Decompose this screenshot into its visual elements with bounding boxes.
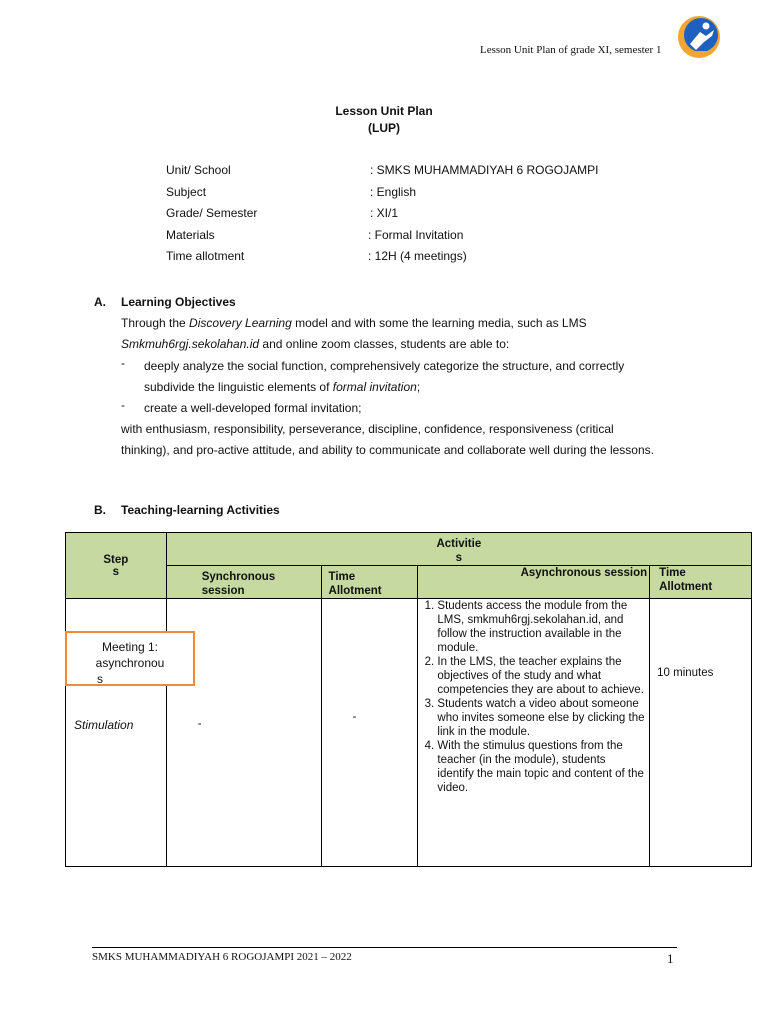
- bullet-dash: -: [121, 398, 125, 412]
- step-label: Stimulation: [74, 718, 134, 732]
- header-text: Synchronous: [201, 571, 276, 583]
- info-value-materials: : Formal Invitation: [368, 228, 464, 242]
- header-steps: [66, 533, 167, 599]
- kurikulum-merdeka-logo-icon: [676, 14, 722, 60]
- header-steps-text: s: [112, 565, 120, 578]
- bullet-text: deeply analyze the social function, comprehensively categorize the structure, and correctly subdivide the linguistic elements of: [144, 359, 625, 394]
- lms-url: Smkmuh6rgj.sekolahan.id: [121, 337, 260, 351]
- header-async-session: [418, 566, 650, 599]
- meeting-text: asynchronou: [95, 656, 165, 670]
- info-row-materials: [166, 228, 215, 242]
- objective-bullet-2: create a well-developed formal invitation;: [144, 401, 362, 415]
- header-time-allotment-2: [650, 566, 752, 599]
- sync-value: -: [197, 718, 202, 730]
- intro-text: Through the: [121, 316, 190, 330]
- header-text: Allotment: [328, 585, 382, 597]
- info-value-time: : 12H (4 meetings): [368, 249, 467, 263]
- footer-divider: [92, 947, 677, 948]
- objectives-intro: [121, 313, 681, 355]
- header-text: session: [201, 585, 245, 597]
- sync-time-value: -: [352, 711, 357, 723]
- intro-text: and online zoom classes, students are able to:: [259, 337, 510, 351]
- header-sync-session: [166, 566, 321, 599]
- footer-school: SMKS MUHAMMADIYAH 6 ROGOJAMPI 2021 – 2022: [92, 951, 352, 963]
- intro-text: model and with some the learning media, such as LMS: [291, 316, 587, 330]
- info-value-unit: : SMKS MUHAMMADIYAH 6 ROGOJAMPI: [370, 163, 599, 177]
- meeting-label-box: [65, 631, 195, 686]
- running-header: Lesson Unit Plan of grade XI, semester 1: [480, 44, 662, 56]
- document-subtitle: (LUP): [368, 121, 400, 135]
- info-row-unit: [166, 163, 231, 177]
- info-value-grade: : XI/1: [370, 206, 399, 220]
- header-steps-text: Step: [103, 553, 129, 566]
- section-b-title: Teaching-learning Activities: [121, 503, 280, 517]
- discovery-learning-term: Discovery Learning: [189, 316, 292, 330]
- info-label: Grade/ Semester: [166, 206, 258, 220]
- list-item: 1. Students access the module from the LMS, smkmuh6rgj.sekolahan.id, and follow the instruction available in the module.: [437, 599, 645, 655]
- activities-table: [65, 532, 752, 867]
- bullet-text: ;: [416, 380, 421, 394]
- info-label: Unit/ School: [166, 163, 231, 177]
- async-time-value: 10 minutes: [657, 667, 714, 679]
- sync-time-cell: [321, 599, 418, 867]
- header-text: Time: [328, 571, 356, 583]
- objective-bullet-1: [144, 356, 664, 398]
- section-a-letter: A.: [94, 295, 106, 309]
- list-item: 4. With the stimulus questions from the teacher (in the module), students identify the main topic and content of the video.: [437, 739, 645, 795]
- header-text: Time: [659, 567, 686, 579]
- header-text: Asynchronous session: [520, 567, 648, 579]
- info-label: Subject: [166, 185, 207, 199]
- async-session-cell: [418, 599, 650, 867]
- header-activities: [166, 533, 751, 566]
- bullet-dash: -: [121, 356, 125, 370]
- info-row-grade: [166, 206, 257, 220]
- meeting-text: Meeting 1:: [101, 640, 159, 654]
- header-activities-text: s: [455, 552, 463, 564]
- header-text: Allotment: [659, 581, 713, 593]
- header-time-allotment: [321, 566, 418, 599]
- objectives-closing: with enthusiasm, responsibility, perseverance, discipline, confidence, responsiveness (critical thinking), and pro-active attitude, and ability to communicate and collaborate well during the lessons.: [121, 422, 654, 457]
- formal-invitation-term: formal invitation: [332, 380, 417, 394]
- async-time-cell: [650, 599, 752, 867]
- section-a-title: Learning Objectives: [121, 295, 236, 309]
- list-item: 3. Students watch a video about someone who invites someone else by clicking the link in the module.: [437, 697, 645, 739]
- document-title: Lesson Unit Plan: [335, 104, 433, 118]
- info-value-subject: : English: [370, 185, 417, 199]
- info-row-time: [166, 249, 244, 263]
- info-label: Materials: [166, 228, 215, 242]
- info-label: Time allotment: [166, 249, 245, 263]
- section-b-letter: B.: [94, 503, 106, 517]
- info-row-subject: [166, 185, 206, 199]
- page-number: 1: [667, 951, 674, 966]
- header-activities-text: Activitie: [436, 538, 482, 550]
- async-activity-list: [420, 599, 645, 795]
- list-item: 2. In the LMS, the teacher explains the objectives of the study and what competencies they are about to achieve.: [437, 655, 645, 697]
- meeting-text: s: [97, 672, 103, 686]
